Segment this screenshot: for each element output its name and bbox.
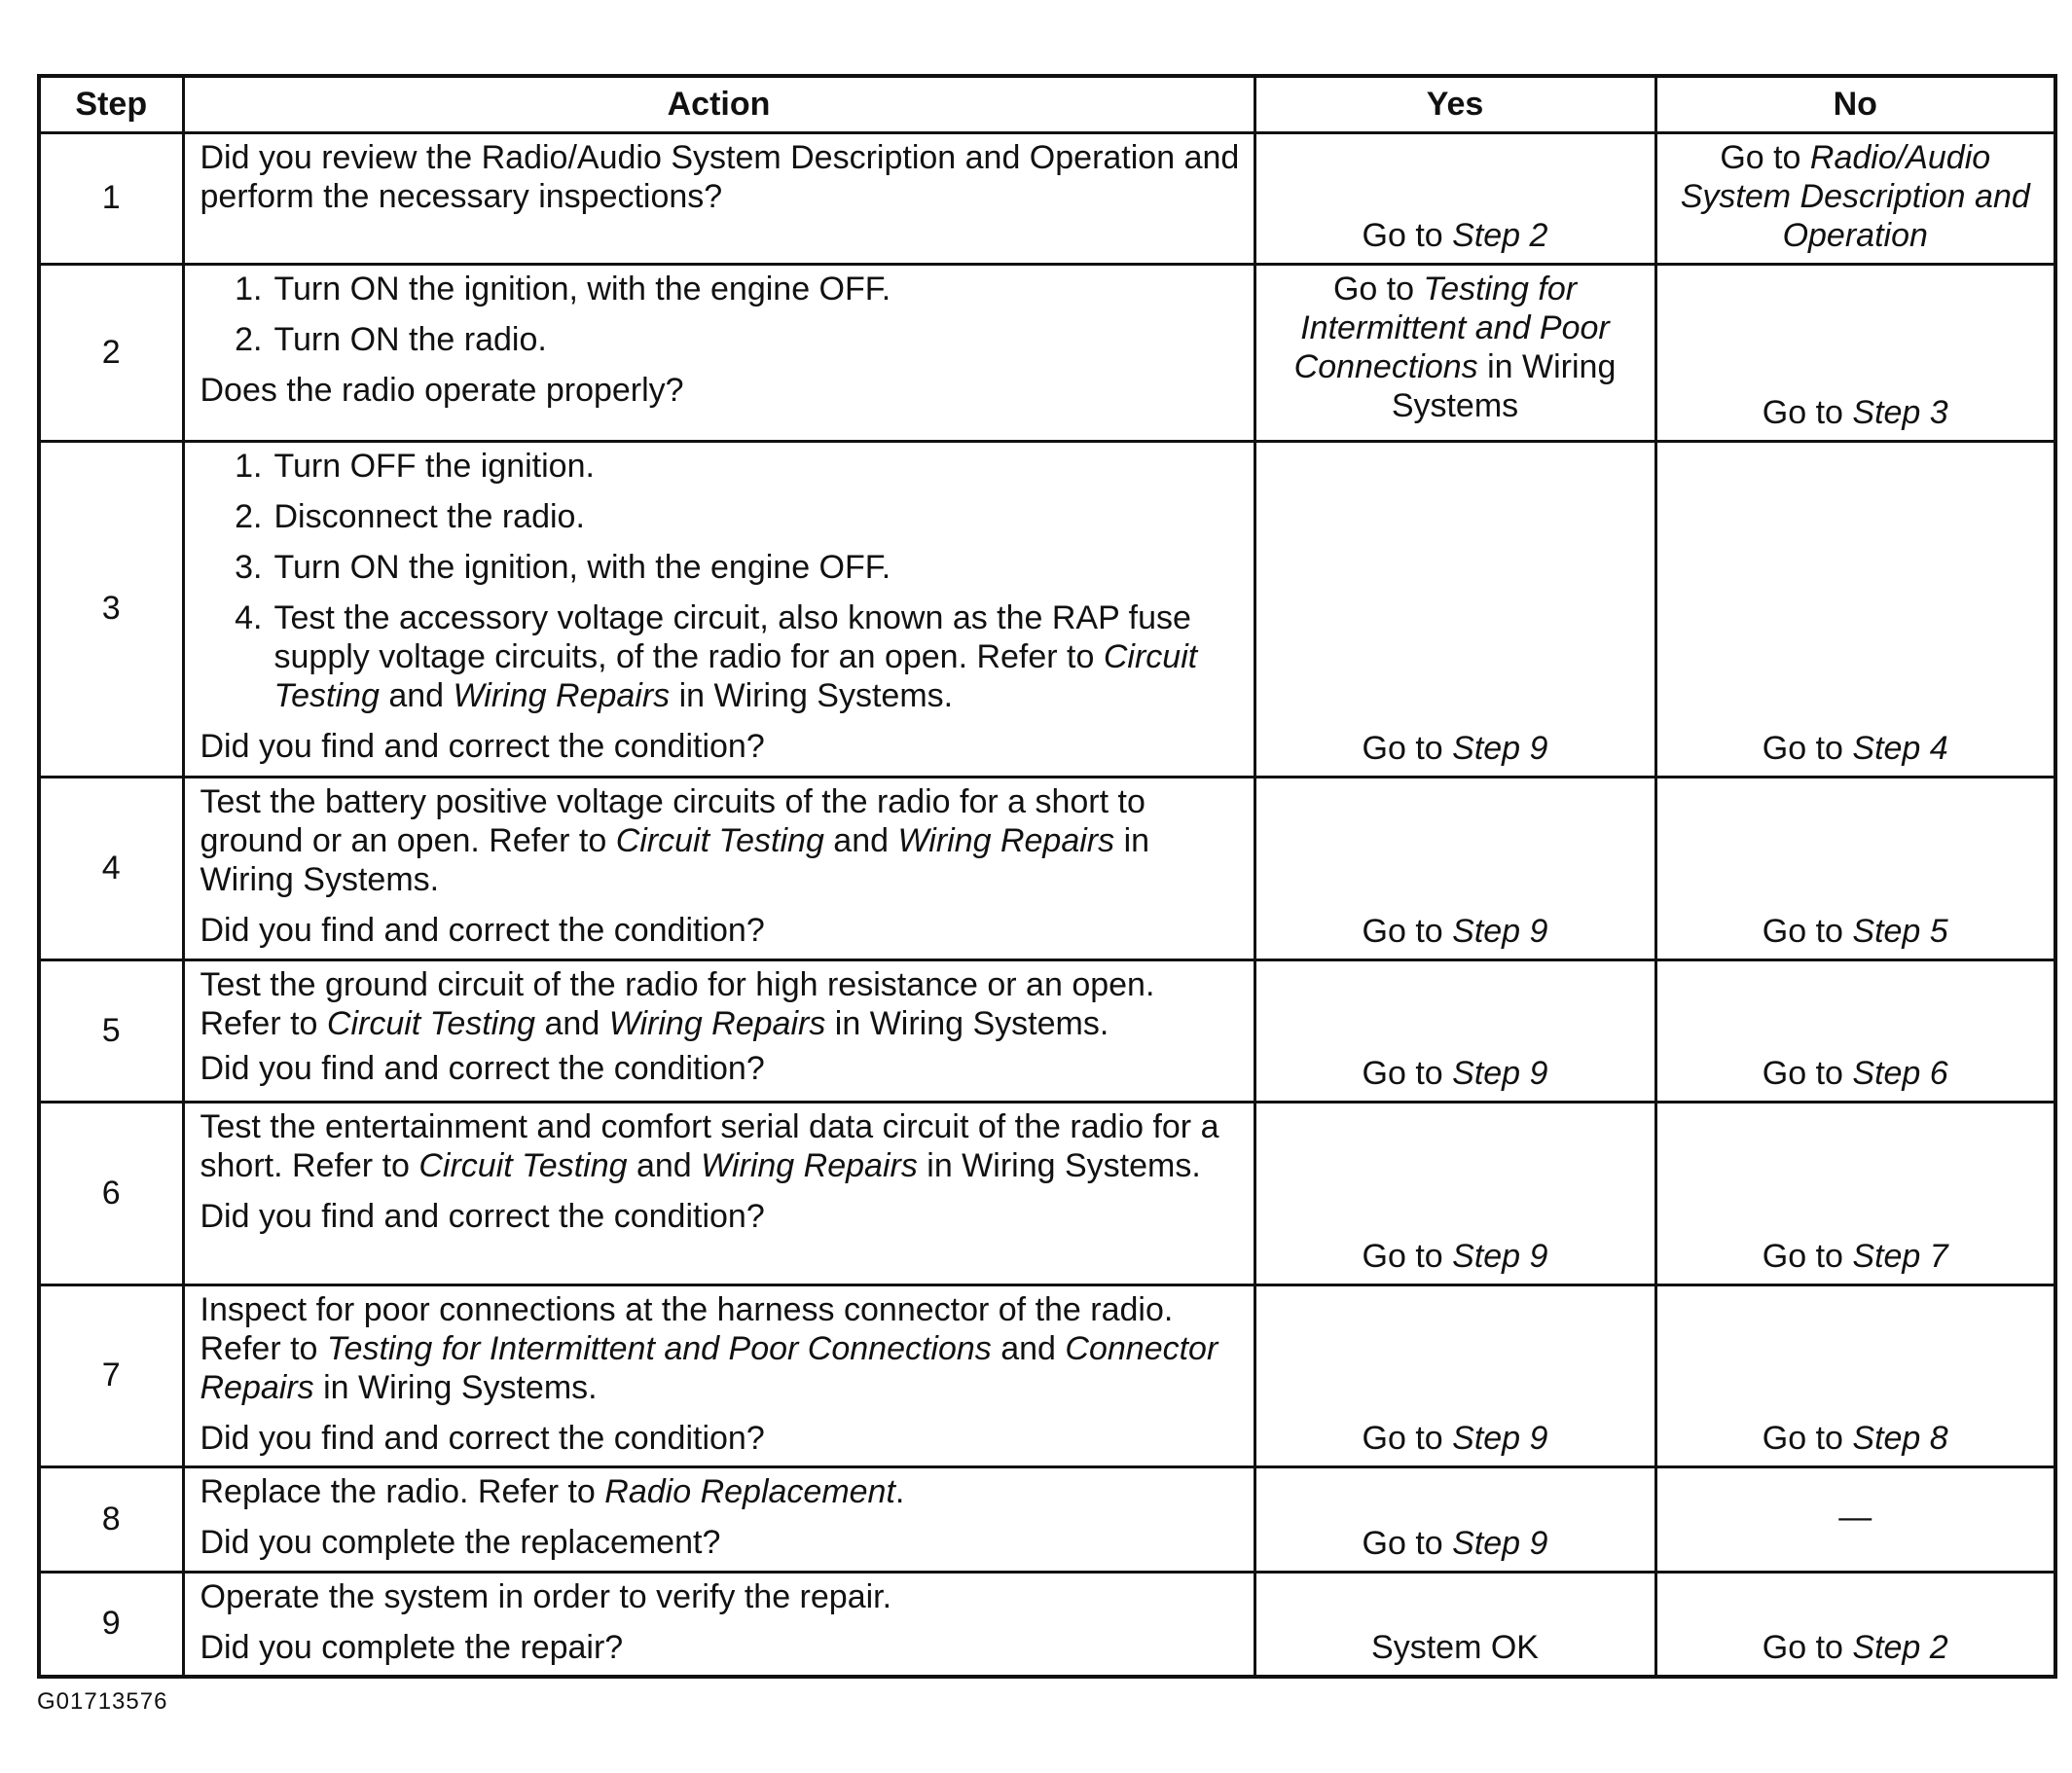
table-row <box>39 959 2055 1102</box>
yes-cell <box>1254 959 1655 1102</box>
action-list-item: 1. Turn OFF the ignition. <box>214 447 1240 486</box>
yes-cell <box>1254 1572 1655 1677</box>
no-link[interactable]: Step 2 <box>1852 1629 1948 1666</box>
action-cell <box>183 1466 1254 1572</box>
yes-suffix: in Wiring Systems <box>1391 347 1617 424</box>
no-cell <box>1655 777 2055 959</box>
action-item-text: Turn ON the ignition, with the engine OFF. <box>273 548 891 586</box>
no-prefix: Go to <box>1762 912 1853 950</box>
action-list-item: 4. Test the accessory voltage circuit, also known as the RAP fuse supply voltage circuits, of the radio for an open. Refer to Circuit Testing and Wiring Repairs in Wiring Systems. <box>214 598 1240 715</box>
action-cell <box>183 1285 1254 1466</box>
no-prefix: Go to <box>1762 1629 1853 1666</box>
no-prefix: Go to <box>1762 1054 1853 1092</box>
no-cell <box>1655 1285 2055 1466</box>
action-item-text: Turn OFF the ignition. <box>273 447 595 485</box>
table-row <box>39 132 2055 264</box>
yes-prefix: Go to <box>1362 1524 1453 1562</box>
action-text: Inspect for poor connections at the harness connector of the radio. Refer to Testing for Intermittent and Poor Connections and Connector Repairs in Wiring Systems. <box>200 1290 1218 1406</box>
step-number: 6 <box>39 1102 183 1285</box>
table-row <box>39 441 2055 777</box>
ref-link[interactable]: Wiring Repairs <box>897 821 1115 859</box>
no-dash: — <box>1838 1499 1872 1536</box>
action-question: Did you find and correct the condition? <box>200 727 765 765</box>
no-cell <box>1655 959 2055 1102</box>
action-question: Did you complete the replacement? <box>200 1523 721 1561</box>
action-cell <box>183 132 1254 264</box>
yes-link[interactable]: Step 9 <box>1452 1419 1548 1457</box>
yes-cell <box>1254 777 1655 959</box>
ref-link[interactable]: Circuit Testing <box>273 637 1198 714</box>
no-prefix: Go to <box>1762 1419 1853 1457</box>
action-cell <box>183 264 1254 441</box>
yes-cell <box>1254 132 1655 264</box>
action-cell <box>183 959 1254 1102</box>
step-number: 2 <box>39 264 183 441</box>
ref-link[interactable]: Wiring Repairs <box>701 1146 918 1184</box>
ref-link[interactable]: Testing for Intermittent and Poor Connections <box>326 1329 992 1367</box>
yes-prefix: Go to <box>1362 216 1453 254</box>
yes-prefix: Go to <box>1362 1054 1453 1092</box>
step-number: 4 <box>39 777 183 959</box>
yes-link[interactable]: Step 9 <box>1452 729 1548 767</box>
yes-cell <box>1254 1285 1655 1466</box>
no-prefix: Go to <box>1720 138 1810 176</box>
table-row <box>39 1572 2055 1677</box>
step-number: 5 <box>39 959 183 1102</box>
table-row <box>39 1285 2055 1466</box>
no-cell <box>1655 1466 2055 1572</box>
yes-prefix: Go to <box>1362 912 1453 950</box>
ref-link[interactable]: Wiring Repairs <box>608 1004 826 1042</box>
yes-link[interactable]: Step 9 <box>1452 1524 1548 1562</box>
no-link[interactable]: Radio/Audio System Description and Operation <box>1680 138 2030 254</box>
action-item-text: Turn ON the radio. <box>273 320 547 358</box>
header-step: Step <box>39 76 183 132</box>
yes-link[interactable]: Step 2 <box>1452 216 1548 254</box>
action-list-item: 2. Disconnect the radio. <box>214 497 1240 536</box>
yes-cell <box>1254 264 1655 441</box>
action-question: Did you find and correct the condition? <box>200 1049 765 1087</box>
no-link[interactable]: Step 5 <box>1852 912 1948 950</box>
step-number: 1 <box>39 132 183 264</box>
action-text: Replace the radio. Refer to Radio Replacement. <box>200 1472 905 1510</box>
action-question: Did you find and correct the condition? <box>200 1419 765 1457</box>
yes-link[interactable]: Step 9 <box>1452 1054 1548 1092</box>
no-cell <box>1655 1572 2055 1677</box>
no-cell <box>1655 132 2055 264</box>
header-no: No <box>1655 76 2055 132</box>
step-number: 8 <box>39 1466 183 1572</box>
action-list-item: 2. Turn ON the radio. <box>214 320 1240 359</box>
action-text: Test the entertainment and comfort serial data circuit of the radio for a short. Refer to Circuit Testing and Wiring Repairs in Wiring Systems. <box>200 1107 1219 1184</box>
yes-prefix: Go to <box>1362 1419 1453 1457</box>
header-yes: Yes <box>1254 76 1655 132</box>
action-list-item: 1. Turn ON the ignition, with the engine OFF. <box>214 270 1240 308</box>
no-cell <box>1655 1102 2055 1285</box>
action-question: Did you review the Radio/Audio System Description and Operation and perform the necessary inspections? <box>200 138 1240 215</box>
action-item-text: Test the accessory voltage circuit, also known as the RAP fuse supply voltage circuits, of the radio for an open. Refer to Circuit Testing and Wiring Repairs in Wiring Systems. <box>273 598 1198 714</box>
action-cell <box>183 1572 1254 1677</box>
action-item-text: Turn ON the ignition, with the engine OFF. <box>273 270 891 308</box>
yes-text: System OK <box>1371 1629 1539 1666</box>
action-text: Test the battery positive voltage circuits of the radio for a short to ground or an open. Refer to Circuit Testing and Wiring Repairs in Wiring Systems. <box>200 782 1150 898</box>
action-question: Does the radio operate properly? <box>200 371 684 409</box>
ref-link[interactable]: Radio Replacement <box>604 1472 895 1510</box>
action-cell <box>183 441 1254 777</box>
action-question: Did you find and correct the condition? <box>200 911 765 949</box>
yes-link[interactable]: Testing for Intermittent and Poor Connections <box>1293 270 1610 385</box>
yes-prefix: Go to <box>1332 270 1424 308</box>
table-header-row <box>39 76 2055 132</box>
action-list-item: 3. Turn ON the ignition, with the engine OFF. <box>214 548 1240 587</box>
no-prefix: Go to <box>1762 1237 1853 1275</box>
step-number: 9 <box>39 1572 183 1677</box>
ref-link[interactable]: Circuit Testing <box>418 1146 628 1184</box>
ref-link[interactable]: Connector Repairs <box>200 1329 1218 1406</box>
no-cell <box>1655 441 2055 777</box>
no-link[interactable]: Step 8 <box>1852 1419 1948 1457</box>
no-prefix: Go to <box>1762 393 1853 431</box>
ref-link[interactable]: Wiring Repairs <box>453 676 671 714</box>
action-cell <box>183 777 1254 959</box>
yes-link[interactable]: Step 9 <box>1452 912 1548 950</box>
table-row <box>39 1102 2055 1285</box>
action-question: Did you complete the repair? <box>200 1628 624 1666</box>
table-row <box>39 777 2055 959</box>
action-question: Did you find and correct the condition? <box>200 1197 765 1235</box>
ref-link[interactable]: Circuit Testing <box>615 821 824 859</box>
step-number: 3 <box>39 441 183 777</box>
header-action: Action <box>183 76 1254 132</box>
diagnostic-table <box>37 74 2057 1679</box>
no-link[interactable]: Step 4 <box>1852 729 1948 767</box>
yes-cell <box>1254 441 1655 777</box>
ref-link[interactable]: Circuit Testing <box>326 1004 536 1042</box>
no-cell <box>1655 264 2055 441</box>
action-text: Operate the system in order to verify the repair. <box>200 1577 892 1615</box>
action-text: Test the ground circuit of the radio for high resistance or an open. Refer to Circuit Testing and Wiring Repairs in Wiring Systems. <box>200 965 1155 1042</box>
action-cell <box>183 1102 1254 1285</box>
yes-prefix: Go to <box>1362 729 1453 767</box>
no-link[interactable]: Step 6 <box>1852 1054 1948 1092</box>
yes-cell <box>1254 1102 1655 1285</box>
no-link[interactable]: Step 7 <box>1852 1237 1948 1275</box>
yes-prefix: Go to <box>1362 1237 1453 1275</box>
action-item-text: Disconnect the radio. <box>273 497 585 535</box>
figure-id: G01713576 <box>37 1688 168 1715</box>
table-row <box>39 264 2055 441</box>
yes-cell <box>1254 1466 1655 1572</box>
no-link[interactable]: Step 3 <box>1852 393 1948 431</box>
no-prefix: Go to <box>1762 729 1853 767</box>
yes-link[interactable]: Step 9 <box>1452 1237 1548 1275</box>
step-number: 7 <box>39 1285 183 1466</box>
table-row <box>39 1466 2055 1572</box>
